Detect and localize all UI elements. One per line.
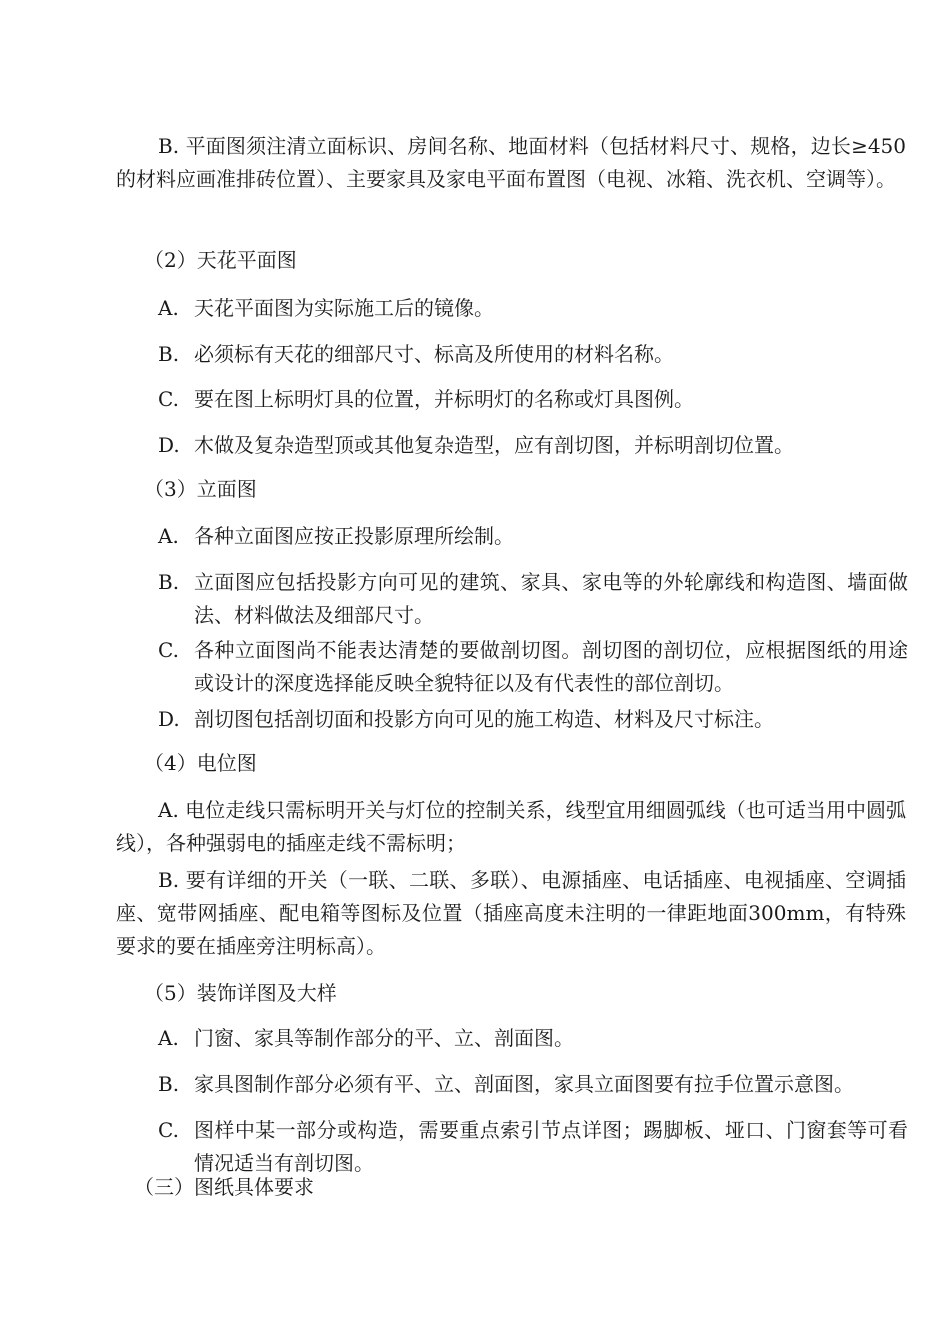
section-heading-details: （5）装饰详图及大样 xyxy=(144,981,337,1005)
item-marker: A. xyxy=(158,1026,179,1050)
section-heading-elevation: （3）立面图 xyxy=(144,477,257,501)
section-heading-electrical: （4）电位图 xyxy=(144,751,257,775)
item-marker: A. xyxy=(158,296,179,320)
paragraph-plan-b xyxy=(116,130,906,196)
item-marker: B. xyxy=(158,570,180,594)
item-text: 立面图应包括投影方向可见的建筑、家具、家电等的外轮廓线和构造图、墙面做法、材料做法及细部尺寸。 xyxy=(194,570,908,627)
list-item xyxy=(158,1114,908,1180)
part-heading-drawing-requirements: （三）图纸具体要求 xyxy=(134,1175,314,1199)
section-heading-ceiling-plan: （2）天花平面图 xyxy=(144,248,297,272)
paragraph-text: A. 电位走线只需标明开关与灯位的控制关系，线型宜用细圆弧线（也可适当用中圆弧线），各种强弱电的插座走线不需标明； xyxy=(116,798,906,855)
paragraph-text: B. 要有详细的开关（一联、二联、多联）、电源插座、电话插座、电视插座、空调插座、宽带网插座、配电箱等图标及位置（插座高度未注明的一律距地面300mm，有特殊要求的要在插座旁注明标高）。 xyxy=(116,868,906,958)
item-marker: D. xyxy=(158,433,180,457)
item-text: 家具图制作部分必须有平、立、剖面图，家具立面图要有拉手位置示意图。 xyxy=(194,1072,854,1096)
paragraph-electrical-b xyxy=(116,864,906,963)
list-item xyxy=(158,520,908,553)
item-marker: D. xyxy=(158,707,180,731)
item-marker: C. xyxy=(158,387,179,411)
list-item xyxy=(158,634,908,700)
list-item xyxy=(158,566,908,632)
item-text: 要在图上标明灯具的位置，并标明灯的名称或灯具图例。 xyxy=(194,387,694,411)
list-item xyxy=(158,338,908,371)
item-text: 图样中某一部分或构造，需要重点索引节点详图；踢脚板、垭口、门窗套等可看情况适当有剖切图。 xyxy=(194,1118,908,1175)
item-text: 各种立面图应按正投影原理所绘制。 xyxy=(194,524,514,548)
list-item xyxy=(158,1068,908,1101)
item-marker: B. xyxy=(158,1072,180,1096)
paragraph-text: B. 平面图须注清立面标识、房间名称、地面材料（包括材料尺寸、规格，边长≥450的材料应画准排砖位置）、主要家具及家电平面布置图（电视、冰箱、洗衣机、空调等）。 xyxy=(116,134,906,191)
list-item xyxy=(158,429,908,462)
item-text: 各种立面图尚不能表达清楚的要做剖切图。剖切图的剖切位，应根据图纸的用途或设计的深度选择能反映全貌特征以及有代表性的部位剖切。 xyxy=(194,638,908,695)
item-marker: A. xyxy=(158,524,179,548)
list-item xyxy=(158,1022,908,1055)
item-marker: B. xyxy=(158,342,180,366)
item-text: 木做及复杂造型顶或其他复杂造型，应有剖切图，并标明剖切位置。 xyxy=(194,433,794,457)
item-text: 门窗、家具等制作部分的平、立、剖面图。 xyxy=(194,1026,574,1050)
item-text: 必须标有天花的细部尺寸、标高及所使用的材料名称。 xyxy=(194,342,674,366)
list-item xyxy=(158,292,908,325)
list-item xyxy=(158,703,908,736)
item-marker: C. xyxy=(158,1118,179,1142)
paragraph-electrical-a xyxy=(116,794,906,860)
item-text: 剖切图包括剖切面和投影方向可见的施工构造、材料及尺寸标注。 xyxy=(194,707,774,731)
list-item xyxy=(158,383,908,416)
item-text: 天花平面图为实际施工后的镜像。 xyxy=(194,296,494,320)
item-marker: C. xyxy=(158,638,179,662)
